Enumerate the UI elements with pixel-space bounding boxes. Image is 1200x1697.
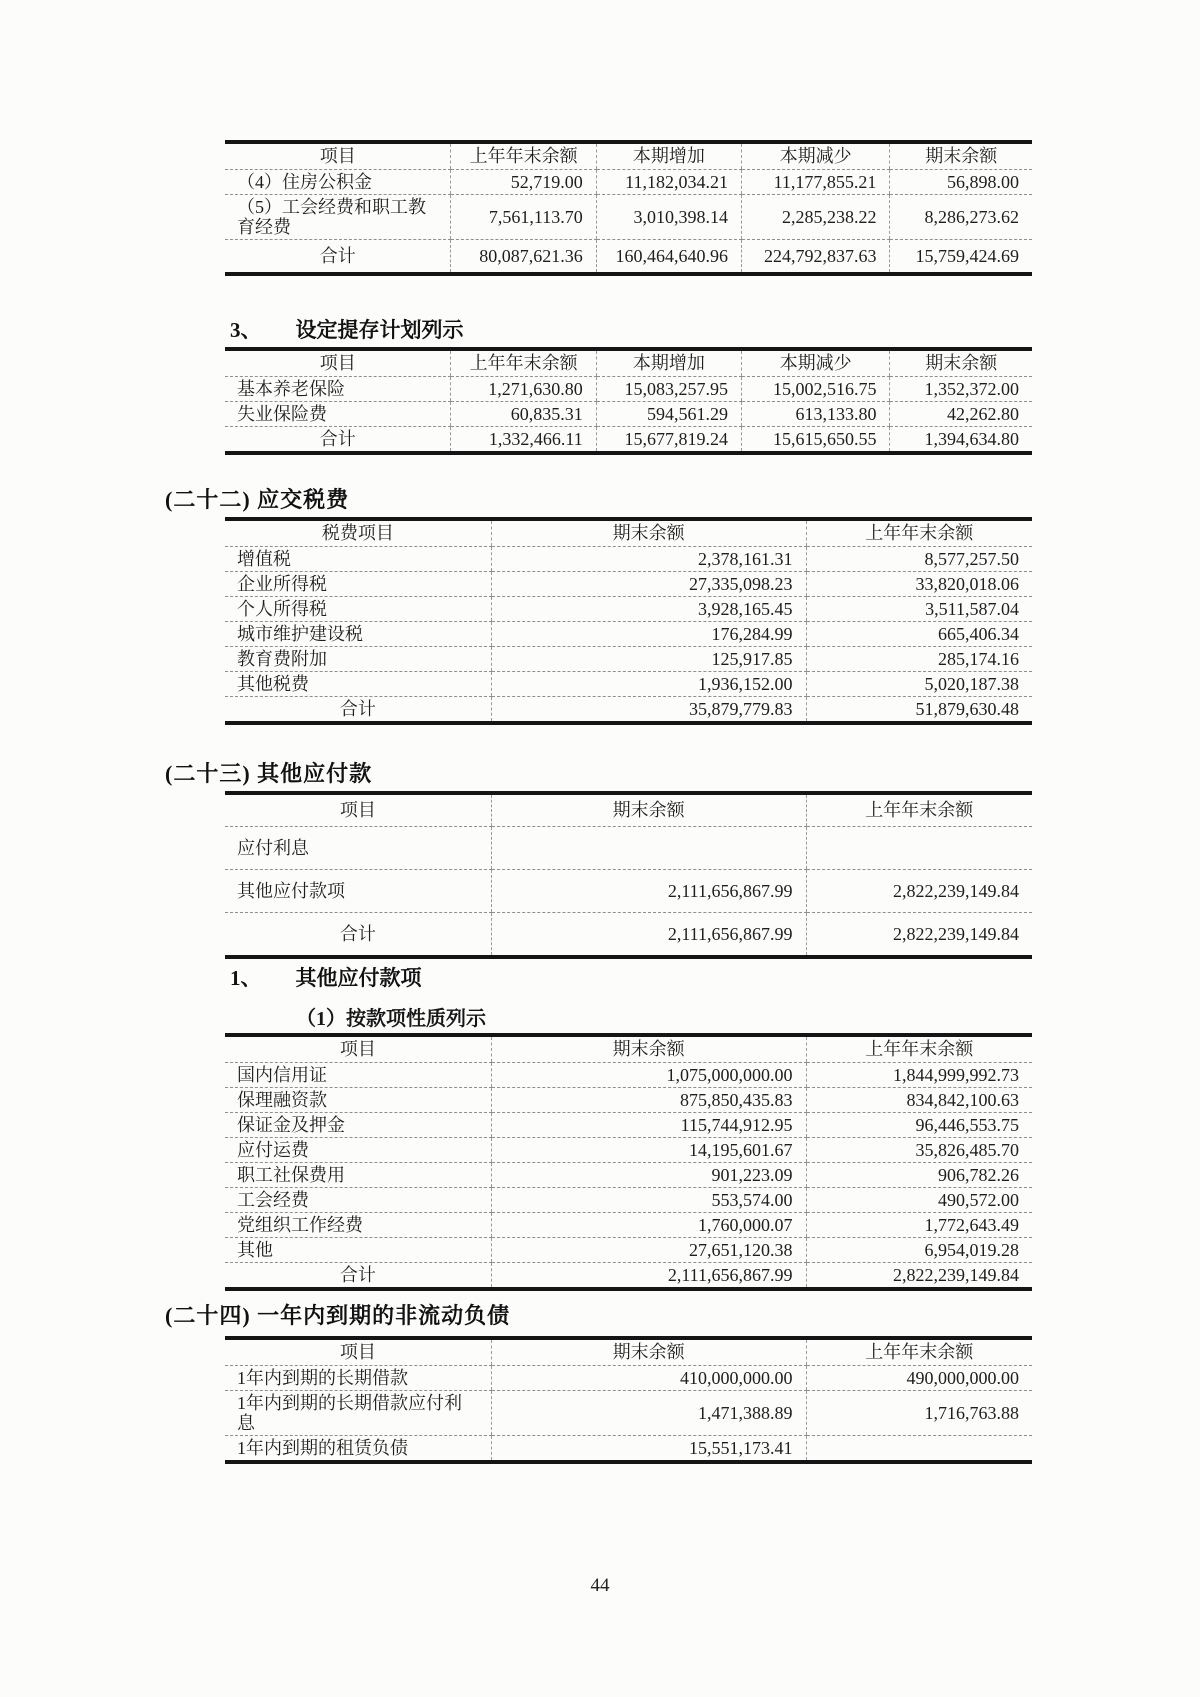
row-label: 合计 [339, 924, 376, 944]
table-other-payables-by-nature [225, 1033, 1032, 1291]
other-payables [225, 791, 1032, 959]
table-row [225, 647, 1032, 672]
heading-defined-contribution-plan [230, 314, 464, 344]
cell-value: 51,879,630.48 [806, 697, 1032, 724]
cell-value: 160,464,640.96 [596, 240, 741, 275]
cell-value: 285,174.16 [806, 647, 1032, 672]
cell-value: 35,826,485.70 [806, 1138, 1032, 1163]
column-header: 项目 [225, 1035, 491, 1063]
cell-value: 8,286,273.62 [890, 195, 1032, 240]
row-label: （4）住房公积金 [225, 170, 451, 195]
row-label: 其他 [225, 1238, 491, 1263]
defined-contribution-plan [225, 347, 1032, 455]
table-employee-benefits-continuation [225, 140, 1032, 276]
taxes-payable [225, 517, 1032, 725]
cell-value: 11,182,034.21 [596, 170, 741, 195]
cell-value: 490,572.00 [806, 1188, 1032, 1213]
cell-value: 1,075,000,000.00 [491, 1063, 806, 1088]
header-row [225, 793, 1032, 827]
total-row [225, 1263, 1032, 1290]
table-row [225, 1391, 1032, 1436]
column-header: 上年年末余额 [451, 142, 596, 170]
header-row [225, 142, 1032, 170]
column-header: 期末余额 [491, 793, 806, 827]
page-number: 44 [590, 1575, 610, 1596]
cell-value: 1,332,466.11 [451, 427, 596, 454]
row-label: 国内信用证 [225, 1063, 491, 1088]
cell-value [491, 827, 806, 870]
column-header: 项目 [225, 793, 491, 827]
cell-value: 115,744,912.95 [491, 1113, 806, 1138]
cell-value: 96,446,553.75 [806, 1113, 1032, 1138]
cell-value: 15,759,424.69 [890, 240, 1032, 275]
column-header: 本期增加 [596, 349, 741, 377]
cell-value: 834,842,100.63 [806, 1088, 1032, 1113]
cell-value: 2,285,238.22 [741, 195, 889, 240]
header-row [225, 1338, 1032, 1366]
heading-text: 设定提存计划列示 [295, 318, 464, 342]
row-label: 合计 [319, 429, 356, 449]
cell-value: 2,822,239,149.84 [806, 870, 1032, 913]
row-label: 其他应付款项 [225, 870, 491, 913]
row-label: 保理融资款 [225, 1088, 491, 1113]
cell-value: 490,000,000.00 [806, 1366, 1032, 1391]
row-label: 合计 [339, 699, 376, 719]
column-header: 本期减少 [741, 349, 889, 377]
cell-value: 906,782.26 [806, 1163, 1032, 1188]
table-row [225, 170, 1032, 195]
cell-value: 1,772,643.49 [806, 1213, 1032, 1238]
row-label: 城市维护建设税 [225, 622, 491, 647]
cell-value: 80,087,621.36 [451, 240, 596, 275]
table-row [225, 1213, 1032, 1238]
cell-value: 176,284.99 [491, 622, 806, 647]
cell-value: 2,111,656,867.99 [491, 1263, 806, 1290]
cell-value: 410,000,000.00 [491, 1366, 806, 1391]
cell-value: 11,177,855.21 [741, 170, 889, 195]
cell-value: 52,719.00 [451, 170, 596, 195]
cell-value: 7,561,113.70 [451, 195, 596, 240]
cell-value: 27,335,098.23 [491, 572, 806, 597]
table-row [225, 1188, 1032, 1213]
table-row [225, 1063, 1032, 1088]
cell-value: 35,879,779.83 [491, 697, 806, 724]
cell-value: 1,271,630.80 [451, 377, 596, 402]
table-row [225, 597, 1032, 622]
column-header: 税费项目 [225, 519, 491, 547]
cell-value: 2,111,656,867.99 [491, 913, 806, 958]
column-header: 上年年末余额 [451, 349, 596, 377]
column-header: 项目 [225, 349, 451, 377]
cell-value: 1,760,000.07 [491, 1213, 806, 1238]
cell-value: 15,551,173.41 [491, 1436, 806, 1463]
cell-value: 3,928,165.45 [491, 597, 806, 622]
column-header: 期末余额 [890, 142, 1032, 170]
cell-value: 2,378,161.31 [491, 547, 806, 572]
row-label: 合计 [339, 1265, 376, 1285]
column-header: 项目 [225, 142, 451, 170]
cell-value [806, 1436, 1032, 1463]
row-label: 工会经费 [225, 1188, 491, 1213]
table-defined-contribution-plan [225, 347, 1032, 455]
cell-value: 224,792,837.63 [741, 240, 889, 275]
cell-value: 8,577,257.50 [806, 547, 1032, 572]
row-label: 1年内到期的长期借款 [225, 1366, 491, 1391]
row-label: 1年内到期的租赁负债 [237, 1438, 408, 1458]
cell-value: 56,898.00 [890, 170, 1032, 195]
heading-number: 3、 [230, 318, 262, 342]
cell-value: 60,835.31 [451, 402, 596, 427]
table-row [225, 1366, 1032, 1391]
header-row [225, 349, 1032, 377]
row-label: 增值税 [225, 547, 491, 572]
table-row [225, 672, 1032, 697]
table-row [225, 1113, 1032, 1138]
row-label: 失业保险费 [225, 402, 451, 427]
total-row [225, 913, 1032, 958]
table-row [225, 1238, 1032, 1263]
row-label: 应付利息 [225, 827, 491, 870]
row-label: 应付运费 [225, 1138, 491, 1163]
heading-other-payables: (二十三) 其他应付款 [165, 761, 373, 786]
non-current-liabilities-due-within-one-year [225, 1336, 1032, 1464]
table-row [225, 402, 1032, 427]
row-label: 基本养老保险 [225, 377, 451, 402]
cell-value: 33,820,018.06 [806, 572, 1032, 597]
cell-value: 2,822,239,149.84 [806, 913, 1032, 958]
column-header: 本期增加 [596, 142, 741, 170]
cell-value: 1,716,763.88 [806, 1391, 1032, 1436]
heading-other-payables-items [230, 962, 422, 992]
table-row [225, 572, 1032, 597]
cell-value: 15,615,650.55 [741, 427, 889, 454]
table-row [225, 870, 1032, 913]
cell-value: 1,844,999,992.73 [806, 1063, 1032, 1088]
table-other-payables [225, 791, 1032, 959]
cell-value: 15,677,819.24 [596, 427, 741, 454]
column-header: 上年年末余额 [806, 793, 1032, 827]
cell-value: 1,936,152.00 [491, 672, 806, 697]
total-row [225, 240, 1032, 275]
cell-value: 2,822,239,149.84 [806, 1263, 1032, 1290]
column-header: 期末余额 [491, 519, 806, 547]
cell-value: 15,083,257.95 [596, 377, 741, 402]
cell-value: 5,020,187.38 [806, 672, 1032, 697]
table-row [225, 622, 1032, 647]
cell-value: 1,352,372.00 [890, 377, 1032, 402]
table-row [225, 195, 1032, 240]
total-row [225, 697, 1032, 724]
row-label: （5）工会经费和职工教育经费 [225, 195, 451, 240]
row-label: 合计 [319, 246, 356, 266]
cell-value: 125,917.85 [491, 647, 806, 672]
cell-value: 1,394,634.80 [890, 427, 1032, 454]
row-label: 党组织工作经费 [225, 1213, 491, 1238]
column-header: 上年年末余额 [806, 519, 1032, 547]
heading-number: 1、 [230, 966, 262, 990]
cell-value: 901,223.09 [491, 1163, 806, 1188]
table-row [225, 1088, 1032, 1113]
table-row [225, 377, 1032, 402]
cell-value: 2,111,656,867.99 [491, 870, 806, 913]
column-header: 期末余额 [491, 1338, 806, 1366]
heading-taxes-payable: (二十二) 应交税费 [165, 487, 350, 512]
cell-value: 6,954,019.28 [806, 1238, 1032, 1263]
cell-value: 42,262.80 [890, 402, 1032, 427]
column-header: 上年年末余额 [806, 1035, 1032, 1063]
column-header: 期末余额 [890, 349, 1032, 377]
column-header: 项目 [225, 1338, 491, 1366]
subheading-by-nature: （1）按款项性质列示 [296, 1008, 486, 1030]
employee-benefits-continuation [225, 140, 1032, 276]
row-label: 保证金及押金 [225, 1113, 491, 1138]
row-label: 1年内到期的长期借款应付利息 [225, 1391, 491, 1436]
table-row [225, 547, 1032, 572]
table-taxes-payable [225, 517, 1032, 725]
cell-value: 594,561.29 [596, 402, 741, 427]
row-label: 个人所得税 [225, 597, 491, 622]
total-row [225, 427, 1032, 454]
table-non-current-liabilities-due-within-one-year [225, 1336, 1032, 1464]
cell-value: 613,133.80 [741, 402, 889, 427]
row-label: 职工社保费用 [225, 1163, 491, 1188]
cell-value: 875,850,435.83 [491, 1088, 806, 1113]
cell-value: 27,651,120.38 [491, 1238, 806, 1263]
other-payables-by-nature [225, 1033, 1032, 1291]
column-header: 期末余额 [491, 1035, 806, 1063]
cell-value [806, 827, 1032, 870]
column-header: 上年年末余额 [806, 1338, 1032, 1366]
header-row [225, 1035, 1032, 1063]
heading-text: 其他应付款项 [295, 966, 422, 990]
cell-value: 3,010,398.14 [596, 195, 741, 240]
row-label: 教育费附加 [225, 647, 491, 672]
cell-value: 665,406.34 [806, 622, 1032, 647]
header-row [225, 519, 1032, 547]
cell-value: 1,471,388.89 [491, 1391, 806, 1436]
heading-non-current-liabilities-due-within-one-year: (二十四) 一年内到期的非流动负债 [165, 1303, 511, 1328]
cell-value: 3,511,587.04 [806, 597, 1032, 622]
table-row [225, 827, 1032, 870]
table-row [225, 1138, 1032, 1163]
table-row [225, 1436, 1032, 1463]
row-label: 其他税费 [225, 672, 491, 697]
column-header: 本期减少 [741, 142, 889, 170]
row-label: 企业所得税 [225, 572, 491, 597]
cell-value: 553,574.00 [491, 1188, 806, 1213]
cell-value: 14,195,601.67 [491, 1138, 806, 1163]
cell-value: 15,002,516.75 [741, 377, 889, 402]
table-row [225, 1163, 1032, 1188]
